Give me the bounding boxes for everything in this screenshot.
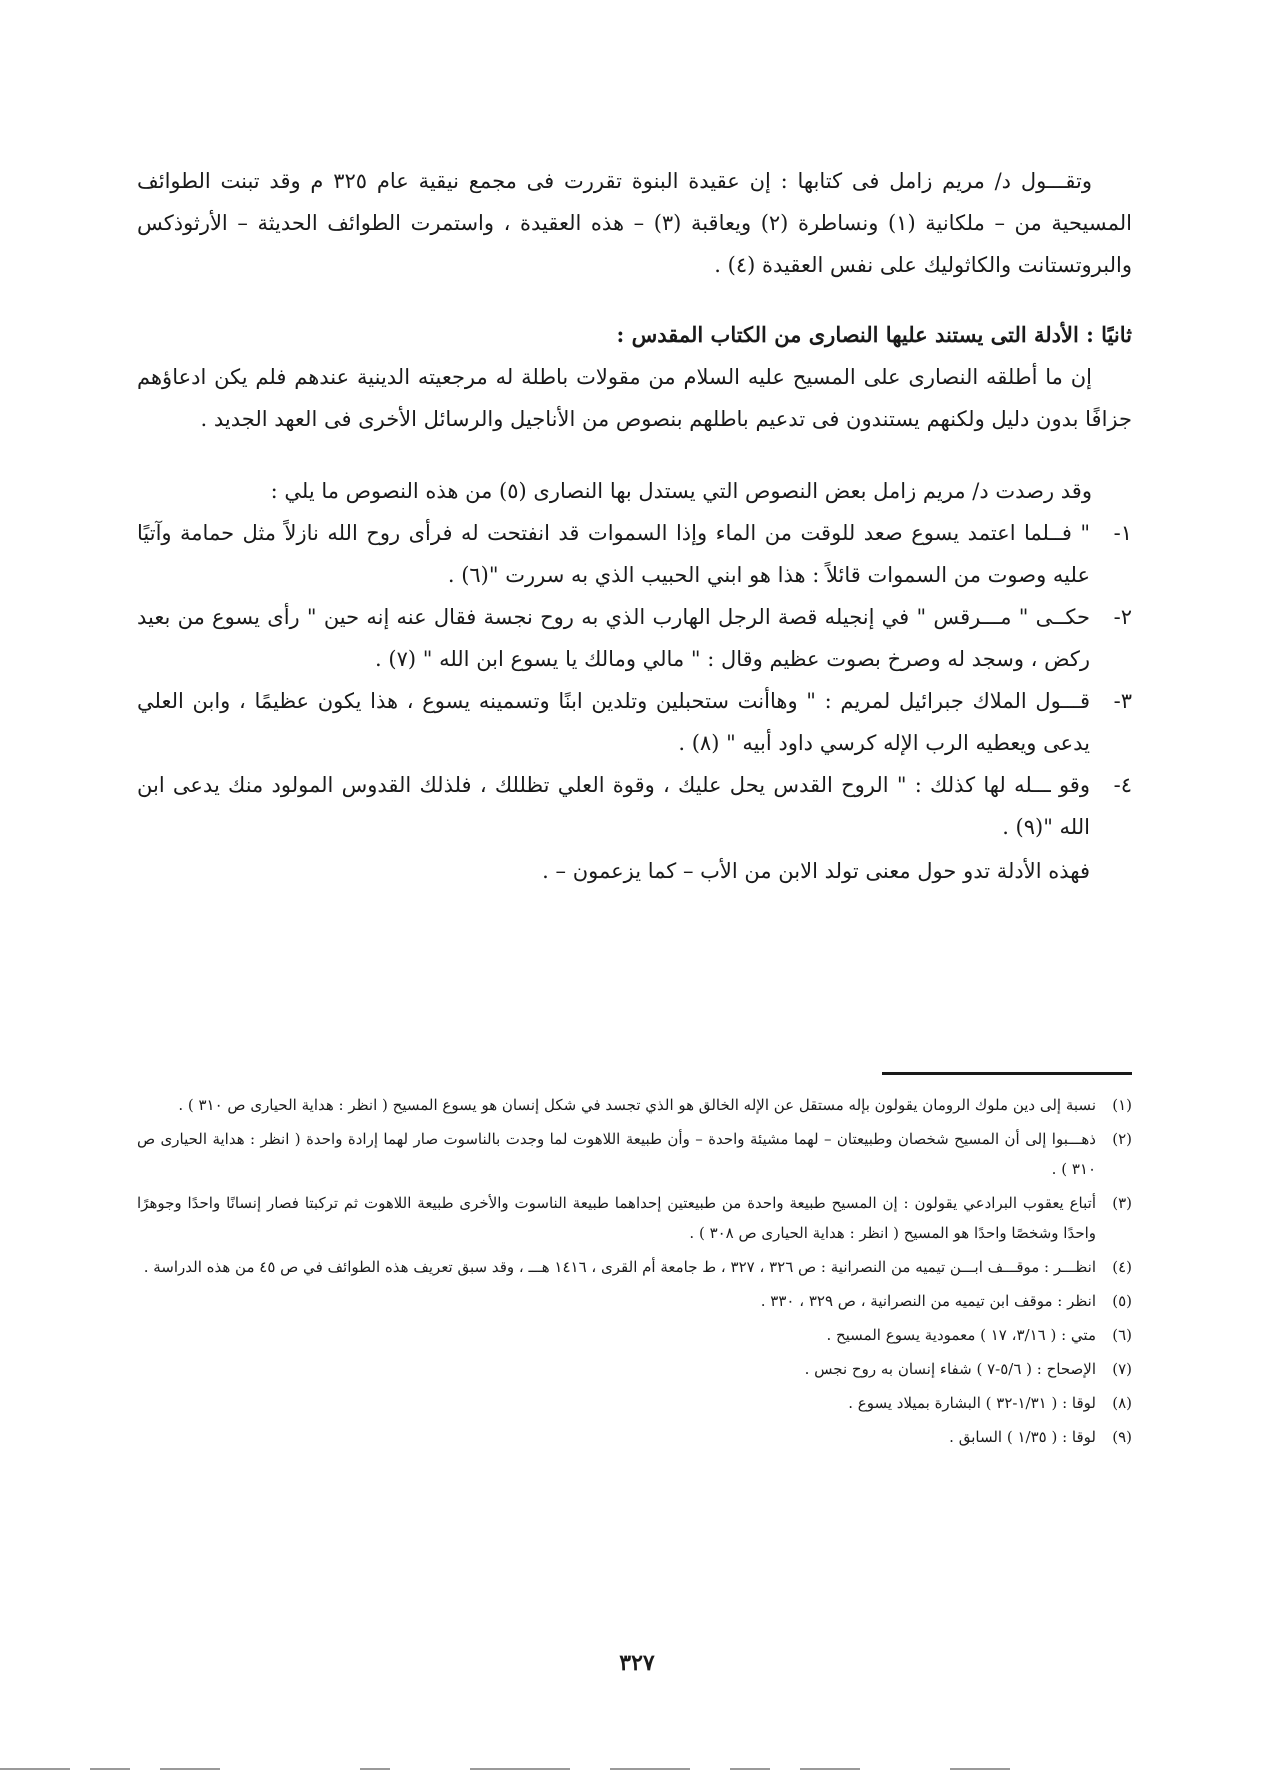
section-heading: ثانيًا : الأدلة التى يستند عليها النصارى من الكتاب المقدس : <box>616 322 1132 347</box>
evidence-text: " فــلما اعتمد يسوع صعد للوقت من الماء وإذا السموات قد انفتحت له فرأى روح الله نازلاً مثل حمامة وآتيًا عليه وصوت من السموات قائلاً : هذا هو ابني الحبيب الذي به سررت "(٦) . <box>137 521 1090 587</box>
footnote-number: (٦) <box>1112 1326 1132 1344</box>
footnote <box>137 1252 1132 1282</box>
footnote-number: (٤) <box>1112 1258 1132 1276</box>
footnote <box>137 1090 1132 1120</box>
evidence-text: قـــول الملاك جبرائيل لمريم : " وهاأنت ستحبلين وتلدين ابنًا وتسمينه يسوع ، هذا يكون عظيمًا ، وابن العلي يدعى ويعطيه الرب الإله كرسي داود أبيه " (٨) . <box>137 689 1090 755</box>
footnote <box>137 1188 1132 1248</box>
section-paragraph: إن ما أطلقه النصارى على المسيح عليه السلام من مقولات باطلة له مرجعيته الدينية عندهم فلم يكن ادعاؤهم جزافًا بدون دليل ولكنهم يستندون فى تدعيم باطلهم بنصوص من الأناجيل والرسائل الأخرى فى العهد الجديد . <box>137 365 1132 431</box>
footnote <box>137 1320 1132 1350</box>
footnote-text: لوقا : ( ١/٣٥ ) السابق . <box>949 1428 1096 1446</box>
footnote-number: (٣) <box>1112 1194 1132 1212</box>
scan-edge-marks <box>0 1768 1274 1771</box>
footnote-text: ذهـــبوا إلى أن المسيح شخصان وطبيعتان – لهما مشيئة واحدة – وأن طبيعة اللاهوت لما وجدت بالناسوت صار لهما إرادة واحدة ( انظر : هداية الحيارى ص ٣١٠ ) . <box>137 1130 1096 1178</box>
footnote-text: نسبة إلى دين ملوك الرومان يقولون بإله مستقل عن الإله الخالق هو الذي تجسد في شكل إنسان هو يسوع المسيح ( انظر : هداية الحيارى ص ٣١٠ ) . <box>178 1096 1096 1114</box>
main-text <box>137 160 1132 892</box>
footnote-number: (٥) <box>1112 1292 1132 1310</box>
footnote <box>137 1354 1132 1384</box>
footnote <box>137 1124 1132 1184</box>
evidence-intro: وقد رصدت د/ مريم زامل بعض النصوص التي يستدل بها النصارى (٥) من هذه النصوص ما يلي : <box>270 479 1092 503</box>
footnotes <box>137 1090 1132 1456</box>
evidence-item <box>137 764 1132 848</box>
evidence-text: حكــى " مـــرقس " في إنجيله قصة الرجل الهارب الذي به روح نجسة فقال عنه إنه حين " رأى يسوع من بعيد ركض ، وسجد له وصرخ بصوت عظيم وقال : " مالي ومالك يا يسوع ابن الله " (٧) . <box>137 605 1091 671</box>
evidence-item <box>137 596 1132 680</box>
footnote <box>137 1422 1132 1452</box>
evidence-number: ٣- <box>1113 689 1132 713</box>
footnote-text: الإصحاح : ( ٥/٦-٧ ) شفاء إنسان به روح نجس . <box>804 1360 1096 1378</box>
footnote-number: (١) <box>1112 1096 1132 1114</box>
footnote-text: انظـــر : موقـــف ابـــن تيميه من النصرانية : ص ٣٢٦ ، ٣٢٧ ، ط جامعة أم القرى ، ١٤١٦ هـــ ، وقد سبق تعريف هذه الطوائف في ص ٤٥ من هذه الدراسة . <box>143 1258 1096 1276</box>
footnote-number: (٩) <box>1112 1428 1132 1446</box>
footnote <box>137 1286 1132 1316</box>
evidence-item <box>137 512 1132 596</box>
evidence-number: ١- <box>1113 521 1132 545</box>
footnote-number: (٧) <box>1112 1360 1132 1378</box>
conclusion-line: فهذه الأدلة تدو حول معنى تولد الابن من الأب – كما يزعمون – . <box>542 859 1090 883</box>
footnote-text: لوقا : ( ١/٣١-٣٢ ) البشارة بميلاد يسوع . <box>848 1394 1096 1412</box>
footnote-number: (٨) <box>1112 1394 1132 1412</box>
evidence-number: ٢- <box>1113 605 1132 629</box>
footnote <box>137 1388 1132 1418</box>
footnote-text: انظر : موقف ابن تيميه من النصرانية ، ص ٣٢٩ ، ٣٣٠ . <box>760 1292 1096 1310</box>
evidence-item <box>137 680 1132 764</box>
footnote-divider <box>882 1072 1132 1075</box>
footnote-text: أتباع يعقوب البرادعي يقولون : إن المسيح طبيعة واحدة من طبيعتين إحداهما طبيعة الناسوت والأخرى طبيعة اللاهوت ثم تركبتا فصار إنسانًا واحدًا وجوهرًا واحدًا وشخصًا واحدًا هو المسيح ( انظر : هداية الحيارى ص ٣٠٨ ) . <box>137 1194 1096 1242</box>
evidence-list <box>137 512 1132 848</box>
footnote-number: (٢) <box>1112 1130 1132 1148</box>
evidence-text: وقو ـــله لها كذلك : " الروح القدس يحل عليك ، وقوة العلي تظللك ، فلذلك القدوس المولود منك يدعى ابن الله "(٩) . <box>137 773 1090 839</box>
evidence-number: ٤- <box>1113 773 1132 797</box>
page-number: ٣٢٧ <box>619 1650 655 1676</box>
footnote-text: متي : ( ٣/١٦، ١٧ ) معمودية يسوع المسيح . <box>826 1326 1096 1344</box>
intro-paragraph: وتقـــول د/ مريم زامل فى كتابها : إن عقيدة البنوة تقررت فى مجمع نيقية عام ٣٢٥ م وقد تبنت الطوائف المسيحية من – ملكانية (١) ونساطرة (٢) ويعاقبة (٣) – هذه العقيدة ، واستمرت الطوائف الحديثة – الأرثوذكس والبروتستانت والكاثوليك على نفس العقيدة (٤) . <box>137 169 1132 277</box>
